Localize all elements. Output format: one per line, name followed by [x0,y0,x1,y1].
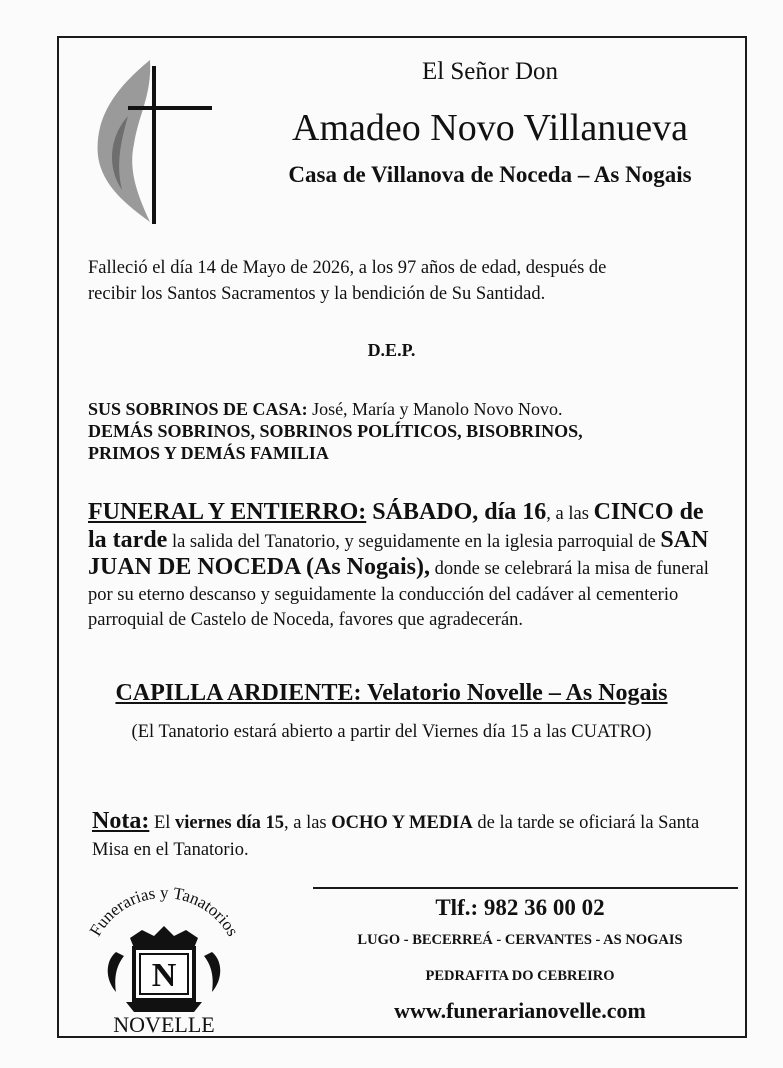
tanatorio-hours: (El Tanatorio estará abierto a partir del Viernes día 15 a las CUATRO) [131,722,652,742]
footer-divider [313,887,738,889]
honorific: El Señor Don [421,58,559,85]
funeral-text-2: donde se celebrará la misa de funeral por su eterno descanso y seguidamente la conducción del cadáver al cementerio parroquial de Castelo de Noceda, favores que agradecerán. [88,559,709,630]
death-line-2: recibir los Santos Sacramentos y la bendición de Su Santidad. [88,284,546,304]
website-link[interactable]: www.funerarianovelle.com [394,998,646,1023]
novelle-logo [76,880,252,1040]
family-block [88,398,583,464]
funeral-at: , a las [546,504,594,524]
family-line-2: DEMÁS SOBRINOS, SOBRINOS POLÍTICOS, BISOBRINOS, [88,421,583,441]
funeral-block [88,500,718,634]
note-text-1: El [149,813,176,833]
note-text-3: de la tarde se oficiará la Santa Misa en el Tanatorio. [92,813,700,860]
funeral-label: FUNERAL Y ENTIERRO: [88,499,367,525]
funeral-text-1: la salida del Tanatorio, y seguidamente en la iglesia parroquial de [167,531,661,552]
death-announcement [88,255,606,307]
dep: D.E.P. [367,340,416,360]
note-day: viernes día 15 [175,813,284,833]
capilla-ardiente: CAPILLA ARDIENTE: Velatorio Novelle – As Nogais [115,680,668,706]
logo-brand: NOVELLE [113,1012,215,1037]
house-name: Casa de Villanova de Noceda – As Nogais [288,162,692,187]
family-label: SUS SOBRINOS DE CASA: [88,399,308,419]
logo-initial: N [151,957,177,994]
pedrafita: PEDRAFITA DO CEBREIRO [425,968,615,984]
funeral-time: CINCO de la tarde [88,499,704,553]
phone: Tlf.: 982 36 00 02 [435,895,605,920]
family-names: José, María y Manolo Novo Novo. [307,399,563,419]
note-block [92,808,722,864]
logo-arc-text: Funerarias y Tanatorios [85,882,243,940]
note-time: OCHO Y MEDIA [331,813,473,833]
cities: LUGO - BECERREÁ - CERVANTES - AS NOGAIS [357,932,683,948]
death-line-1: Falleció el día 14 de Mayo de 2026, a los 97 años de edad, después de [88,258,607,278]
funeral-church: SAN JUAN DE NOCEDA (As Nogais), [88,526,709,580]
funeral-day: SÁBADO, día 16 [366,499,547,525]
family-line-3: PRIMOS Y DEMÁS FAMILIA [88,443,329,463]
deceased-name: Amadeo Novo Villanueva [292,107,688,149]
note-text-2: , a las [283,813,332,833]
cross-flame-icon [88,56,214,226]
note-label: Nota: [92,808,150,834]
